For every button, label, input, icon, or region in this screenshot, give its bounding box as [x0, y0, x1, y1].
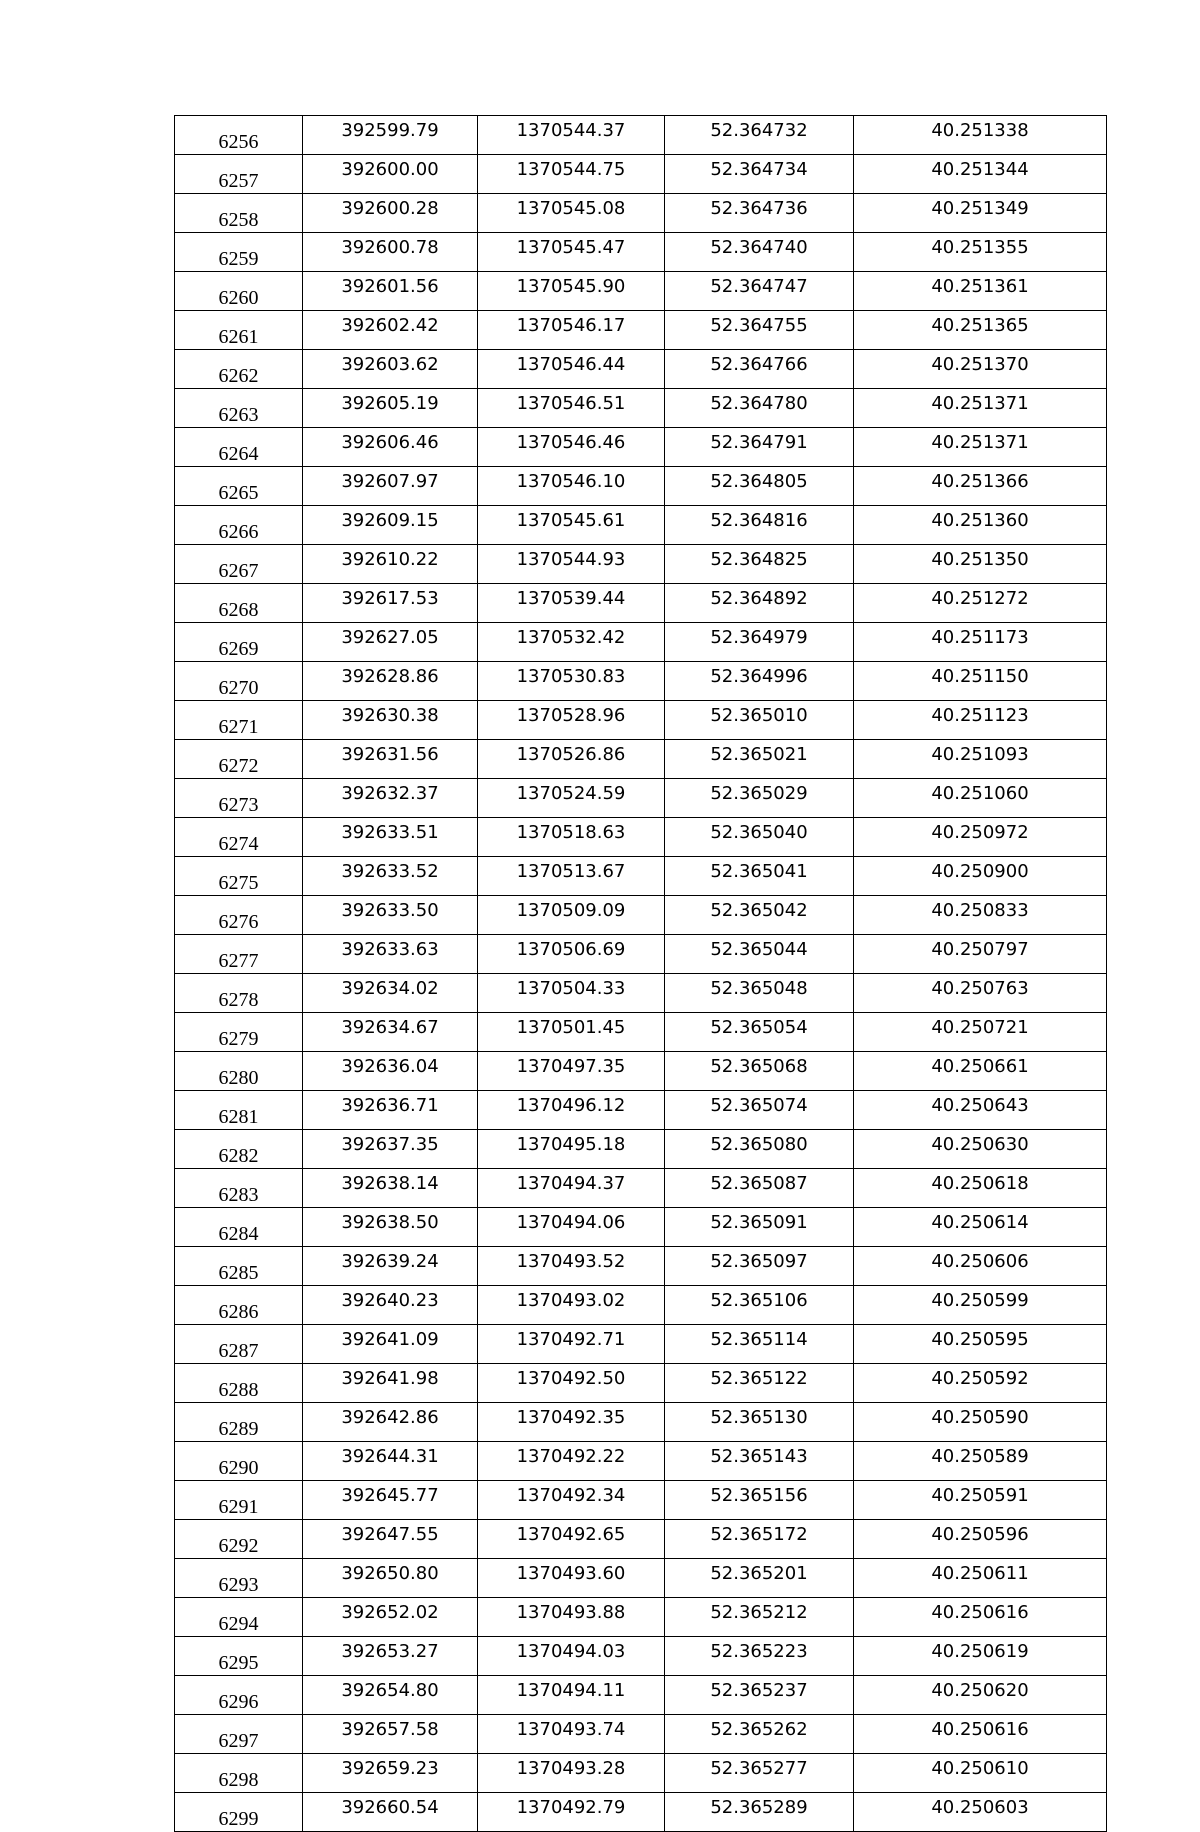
- longitude-cell: 40.250619: [854, 1637, 1107, 1676]
- x-coordinate-cell: 392607.97: [303, 467, 478, 506]
- y-coordinate-cell: 1370493.02: [478, 1286, 665, 1325]
- table-row: [175, 1520, 1107, 1559]
- x-coordinate-cell: 392632.37: [303, 779, 478, 818]
- point-number-cell: 6282: [175, 1130, 303, 1169]
- point-number-cell: 6281: [175, 1091, 303, 1130]
- y-coordinate-cell: 1370518.63: [478, 818, 665, 857]
- x-coordinate-cell: 392647.55: [303, 1520, 478, 1559]
- latitude-cell: 52.365091: [665, 1208, 854, 1247]
- y-coordinate-cell: 1370492.22: [478, 1442, 665, 1481]
- point-number-cell: 6295: [175, 1637, 303, 1676]
- point-number-cell: 6297: [175, 1715, 303, 1754]
- table-row: [175, 1715, 1107, 1754]
- y-coordinate-cell: 1370545.90: [478, 272, 665, 311]
- longitude-cell: 40.250589: [854, 1442, 1107, 1481]
- point-number-cell: 6288: [175, 1364, 303, 1403]
- table-row: [175, 935, 1107, 974]
- y-coordinate-cell: 1370545.47: [478, 233, 665, 272]
- longitude-cell: 40.250606: [854, 1247, 1107, 1286]
- latitude-cell: 52.365048: [665, 974, 854, 1013]
- table-row: [175, 545, 1107, 584]
- x-coordinate-cell: 392633.52: [303, 857, 478, 896]
- y-coordinate-cell: 1370493.28: [478, 1754, 665, 1793]
- table-row: [175, 506, 1107, 545]
- latitude-cell: 52.365106: [665, 1286, 854, 1325]
- table-row: [175, 818, 1107, 857]
- y-coordinate-cell: 1370496.12: [478, 1091, 665, 1130]
- x-coordinate-cell: 392654.80: [303, 1676, 478, 1715]
- table-row: [175, 857, 1107, 896]
- y-coordinate-cell: 1370504.33: [478, 974, 665, 1013]
- table-row: [175, 1481, 1107, 1520]
- longitude-cell: 40.250603: [854, 1793, 1107, 1832]
- table-row: [175, 1754, 1107, 1793]
- latitude-cell: 52.365212: [665, 1598, 854, 1637]
- point-number-cell: 6277: [175, 935, 303, 974]
- latitude-cell: 52.365054: [665, 1013, 854, 1052]
- x-coordinate-cell: 392628.86: [303, 662, 478, 701]
- longitude-cell: 40.250763: [854, 974, 1107, 1013]
- table-row: [175, 1403, 1107, 1442]
- latitude-cell: 52.364755: [665, 311, 854, 350]
- longitude-cell: 40.251360: [854, 506, 1107, 545]
- longitude-cell: 40.250797: [854, 935, 1107, 974]
- point-number-cell: 6269: [175, 623, 303, 662]
- x-coordinate-cell: 392631.56: [303, 740, 478, 779]
- latitude-cell: 52.365021: [665, 740, 854, 779]
- y-coordinate-cell: 1370509.09: [478, 896, 665, 935]
- point-number-cell: 6263: [175, 389, 303, 428]
- longitude-cell: 40.251150: [854, 662, 1107, 701]
- table-row: [175, 1013, 1107, 1052]
- latitude-cell: 52.365042: [665, 896, 854, 935]
- latitude-cell: 52.365041: [665, 857, 854, 896]
- x-coordinate-cell: 392609.15: [303, 506, 478, 545]
- point-number-cell: 6278: [175, 974, 303, 1013]
- longitude-cell: 40.251349: [854, 194, 1107, 233]
- y-coordinate-cell: 1370524.59: [478, 779, 665, 818]
- latitude-cell: 52.365087: [665, 1169, 854, 1208]
- table-row: [175, 233, 1107, 272]
- latitude-cell: 52.364740: [665, 233, 854, 272]
- coordinates-table: [174, 115, 1107, 1832]
- y-coordinate-cell: 1370532.42: [478, 623, 665, 662]
- latitude-cell: 52.365122: [665, 1364, 854, 1403]
- y-coordinate-cell: 1370493.60: [478, 1559, 665, 1598]
- x-coordinate-cell: 392653.27: [303, 1637, 478, 1676]
- table-row: [175, 467, 1107, 506]
- x-coordinate-cell: 392638.50: [303, 1208, 478, 1247]
- latitude-cell: 52.365044: [665, 935, 854, 974]
- longitude-cell: 40.251173: [854, 623, 1107, 662]
- point-number-cell: 6276: [175, 896, 303, 935]
- y-coordinate-cell: 1370493.74: [478, 1715, 665, 1754]
- x-coordinate-cell: 392603.62: [303, 350, 478, 389]
- latitude-cell: 52.365156: [665, 1481, 854, 1520]
- x-coordinate-cell: 392605.19: [303, 389, 478, 428]
- table-row: [175, 116, 1107, 155]
- latitude-cell: 52.364766: [665, 350, 854, 389]
- table-body: [175, 116, 1107, 1832]
- point-number-cell: 6291: [175, 1481, 303, 1520]
- table-row: [175, 1052, 1107, 1091]
- table-row: [175, 1637, 1107, 1676]
- y-coordinate-cell: 1370493.88: [478, 1598, 665, 1637]
- table-row: [175, 1793, 1107, 1832]
- y-coordinate-cell: 1370544.93: [478, 545, 665, 584]
- longitude-cell: 40.251272: [854, 584, 1107, 623]
- y-coordinate-cell: 1370506.69: [478, 935, 665, 974]
- point-number-cell: 6257: [175, 155, 303, 194]
- latitude-cell: 52.365080: [665, 1130, 854, 1169]
- table-row: [175, 1247, 1107, 1286]
- table-row: [175, 584, 1107, 623]
- latitude-cell: 52.365143: [665, 1442, 854, 1481]
- y-coordinate-cell: 1370546.10: [478, 467, 665, 506]
- point-number-cell: 6266: [175, 506, 303, 545]
- x-coordinate-cell: 392606.46: [303, 428, 478, 467]
- latitude-cell: 52.364736: [665, 194, 854, 233]
- point-number-cell: 6268: [175, 584, 303, 623]
- x-coordinate-cell: 392600.00: [303, 155, 478, 194]
- table-row: [175, 1559, 1107, 1598]
- latitude-cell: 52.365040: [665, 818, 854, 857]
- table-row: [175, 1091, 1107, 1130]
- table-row: [175, 155, 1107, 194]
- longitude-cell: 40.251350: [854, 545, 1107, 584]
- x-coordinate-cell: 392638.14: [303, 1169, 478, 1208]
- x-coordinate-cell: 392641.09: [303, 1325, 478, 1364]
- y-coordinate-cell: 1370501.45: [478, 1013, 665, 1052]
- longitude-cell: 40.251338: [854, 116, 1107, 155]
- x-coordinate-cell: 392627.05: [303, 623, 478, 662]
- point-number-cell: 6272: [175, 740, 303, 779]
- longitude-cell: 40.251366: [854, 467, 1107, 506]
- point-number-cell: 6296: [175, 1676, 303, 1715]
- x-coordinate-cell: 392636.71: [303, 1091, 478, 1130]
- table-row: [175, 1364, 1107, 1403]
- x-coordinate-cell: 392600.28: [303, 194, 478, 233]
- x-coordinate-cell: 392660.54: [303, 1793, 478, 1832]
- latitude-cell: 52.365029: [665, 779, 854, 818]
- x-coordinate-cell: 392639.24: [303, 1247, 478, 1286]
- x-coordinate-cell: 392652.02: [303, 1598, 478, 1637]
- y-coordinate-cell: 1370546.46: [478, 428, 665, 467]
- longitude-cell: 40.250614: [854, 1208, 1107, 1247]
- longitude-cell: 40.250595: [854, 1325, 1107, 1364]
- x-coordinate-cell: 392637.35: [303, 1130, 478, 1169]
- longitude-cell: 40.251123: [854, 701, 1107, 740]
- table-row: [175, 1208, 1107, 1247]
- point-number-cell: 6292: [175, 1520, 303, 1559]
- longitude-cell: 40.251355: [854, 233, 1107, 272]
- x-coordinate-cell: 392610.22: [303, 545, 478, 584]
- y-coordinate-cell: 1370492.50: [478, 1364, 665, 1403]
- latitude-cell: 52.364825: [665, 545, 854, 584]
- latitude-cell: 52.364979: [665, 623, 854, 662]
- y-coordinate-cell: 1370526.86: [478, 740, 665, 779]
- y-coordinate-cell: 1370494.37: [478, 1169, 665, 1208]
- table-row: [175, 194, 1107, 233]
- table-row: [175, 272, 1107, 311]
- point-number-cell: 6289: [175, 1403, 303, 1442]
- point-number-cell: 6286: [175, 1286, 303, 1325]
- point-number-cell: 6290: [175, 1442, 303, 1481]
- longitude-cell: 40.250599: [854, 1286, 1107, 1325]
- table-row: [175, 311, 1107, 350]
- latitude-cell: 52.364734: [665, 155, 854, 194]
- y-coordinate-cell: 1370492.71: [478, 1325, 665, 1364]
- y-coordinate-cell: 1370539.44: [478, 584, 665, 623]
- point-number-cell: 6279: [175, 1013, 303, 1052]
- point-number-cell: 6287: [175, 1325, 303, 1364]
- point-number-cell: 6264: [175, 428, 303, 467]
- y-coordinate-cell: 1370545.61: [478, 506, 665, 545]
- x-coordinate-cell: 392636.04: [303, 1052, 478, 1091]
- longitude-cell: 40.250616: [854, 1715, 1107, 1754]
- point-number-cell: 6275: [175, 857, 303, 896]
- longitude-cell: 40.250590: [854, 1403, 1107, 1442]
- y-coordinate-cell: 1370492.65: [478, 1520, 665, 1559]
- latitude-cell: 52.364732: [665, 116, 854, 155]
- point-number-cell: 6298: [175, 1754, 303, 1793]
- longitude-cell: 40.251371: [854, 428, 1107, 467]
- latitude-cell: 52.364780: [665, 389, 854, 428]
- y-coordinate-cell: 1370546.17: [478, 311, 665, 350]
- point-number-cell: 6271: [175, 701, 303, 740]
- x-coordinate-cell: 392617.53: [303, 584, 478, 623]
- y-coordinate-cell: 1370544.37: [478, 116, 665, 155]
- longitude-cell: 40.250610: [854, 1754, 1107, 1793]
- x-coordinate-cell: 392645.77: [303, 1481, 478, 1520]
- longitude-cell: 40.250833: [854, 896, 1107, 935]
- y-coordinate-cell: 1370528.96: [478, 701, 665, 740]
- latitude-cell: 52.364996: [665, 662, 854, 701]
- point-number-cell: 6283: [175, 1169, 303, 1208]
- longitude-cell: 40.251365: [854, 311, 1107, 350]
- longitude-cell: 40.251361: [854, 272, 1107, 311]
- latitude-cell: 52.365277: [665, 1754, 854, 1793]
- longitude-cell: 40.251060: [854, 779, 1107, 818]
- latitude-cell: 52.364816: [665, 506, 854, 545]
- x-coordinate-cell: 392600.78: [303, 233, 478, 272]
- table-row: [175, 389, 1107, 428]
- point-number-cell: 6258: [175, 194, 303, 233]
- x-coordinate-cell: 392602.42: [303, 311, 478, 350]
- y-coordinate-cell: 1370546.51: [478, 389, 665, 428]
- latitude-cell: 52.365201: [665, 1559, 854, 1598]
- latitude-cell: 52.365223: [665, 1637, 854, 1676]
- point-number-cell: 6261: [175, 311, 303, 350]
- x-coordinate-cell: 392644.31: [303, 1442, 478, 1481]
- x-coordinate-cell: 392599.79: [303, 116, 478, 155]
- point-number-cell: 6260: [175, 272, 303, 311]
- y-coordinate-cell: 1370492.35: [478, 1403, 665, 1442]
- x-coordinate-cell: 392642.86: [303, 1403, 478, 1442]
- longitude-cell: 40.250721: [854, 1013, 1107, 1052]
- latitude-cell: 52.365114: [665, 1325, 854, 1364]
- longitude-cell: 40.251371: [854, 389, 1107, 428]
- latitude-cell: 52.365262: [665, 1715, 854, 1754]
- y-coordinate-cell: 1370493.52: [478, 1247, 665, 1286]
- table-row: [175, 701, 1107, 740]
- y-coordinate-cell: 1370513.67: [478, 857, 665, 896]
- longitude-cell: 40.250596: [854, 1520, 1107, 1559]
- point-number-cell: 6299: [175, 1793, 303, 1832]
- point-number-cell: 6256: [175, 116, 303, 155]
- y-coordinate-cell: 1370492.34: [478, 1481, 665, 1520]
- y-coordinate-cell: 1370497.35: [478, 1052, 665, 1091]
- longitude-cell: 40.250592: [854, 1364, 1107, 1403]
- y-coordinate-cell: 1370494.03: [478, 1637, 665, 1676]
- y-coordinate-cell: 1370494.06: [478, 1208, 665, 1247]
- table-row: [175, 1442, 1107, 1481]
- table-row: [175, 662, 1107, 701]
- longitude-cell: 40.251344: [854, 155, 1107, 194]
- y-coordinate-cell: 1370494.11: [478, 1676, 665, 1715]
- table-row: [175, 1286, 1107, 1325]
- longitude-cell: 40.250630: [854, 1130, 1107, 1169]
- table-row: [175, 350, 1107, 389]
- y-coordinate-cell: 1370545.08: [478, 194, 665, 233]
- longitude-cell: 40.251093: [854, 740, 1107, 779]
- table-row: [175, 740, 1107, 779]
- x-coordinate-cell: 392657.58: [303, 1715, 478, 1754]
- latitude-cell: 52.365130: [665, 1403, 854, 1442]
- x-coordinate-cell: 392659.23: [303, 1754, 478, 1793]
- longitude-cell: 40.250616: [854, 1598, 1107, 1637]
- point-number-cell: 6270: [175, 662, 303, 701]
- table-row: [175, 1598, 1107, 1637]
- point-number-cell: 6265: [175, 467, 303, 506]
- longitude-cell: 40.250900: [854, 857, 1107, 896]
- x-coordinate-cell: 392633.50: [303, 896, 478, 935]
- y-coordinate-cell: 1370530.83: [478, 662, 665, 701]
- y-coordinate-cell: 1370495.18: [478, 1130, 665, 1169]
- longitude-cell: 40.250661: [854, 1052, 1107, 1091]
- point-number-cell: 6294: [175, 1598, 303, 1637]
- x-coordinate-cell: 392634.67: [303, 1013, 478, 1052]
- table-row: [175, 1169, 1107, 1208]
- longitude-cell: 40.250972: [854, 818, 1107, 857]
- table-row: [175, 896, 1107, 935]
- table-row: [175, 623, 1107, 662]
- longitude-cell: 40.250591: [854, 1481, 1107, 1520]
- x-coordinate-cell: 392633.51: [303, 818, 478, 857]
- x-coordinate-cell: 392630.38: [303, 701, 478, 740]
- table-row: [175, 1676, 1107, 1715]
- y-coordinate-cell: 1370544.75: [478, 155, 665, 194]
- point-number-cell: 6280: [175, 1052, 303, 1091]
- point-number-cell: 6274: [175, 818, 303, 857]
- point-number-cell: 6267: [175, 545, 303, 584]
- longitude-cell: 40.250611: [854, 1559, 1107, 1598]
- point-number-cell: 6262: [175, 350, 303, 389]
- point-number-cell: 6273: [175, 779, 303, 818]
- x-coordinate-cell: 392634.02: [303, 974, 478, 1013]
- x-coordinate-cell: 392641.98: [303, 1364, 478, 1403]
- latitude-cell: 52.365068: [665, 1052, 854, 1091]
- table-row: [175, 428, 1107, 467]
- latitude-cell: 52.365010: [665, 701, 854, 740]
- x-coordinate-cell: 392601.56: [303, 272, 478, 311]
- table-row: [175, 974, 1107, 1013]
- point-number-cell: 6259: [175, 233, 303, 272]
- table-row: [175, 1325, 1107, 1364]
- latitude-cell: 52.365289: [665, 1793, 854, 1832]
- table-row: [175, 779, 1107, 818]
- point-number-cell: 6285: [175, 1247, 303, 1286]
- latitude-cell: 52.364892: [665, 584, 854, 623]
- x-coordinate-cell: 392640.23: [303, 1286, 478, 1325]
- latitude-cell: 52.364747: [665, 272, 854, 311]
- x-coordinate-cell: 392650.80: [303, 1559, 478, 1598]
- point-number-cell: 6293: [175, 1559, 303, 1598]
- latitude-cell: 52.365172: [665, 1520, 854, 1559]
- latitude-cell: 52.365237: [665, 1676, 854, 1715]
- x-coordinate-cell: 392633.63: [303, 935, 478, 974]
- longitude-cell: 40.251370: [854, 350, 1107, 389]
- latitude-cell: 52.365074: [665, 1091, 854, 1130]
- y-coordinate-cell: 1370546.44: [478, 350, 665, 389]
- latitude-cell: 52.364805: [665, 467, 854, 506]
- y-coordinate-cell: 1370492.79: [478, 1793, 665, 1832]
- latitude-cell: 52.365097: [665, 1247, 854, 1286]
- longitude-cell: 40.250643: [854, 1091, 1107, 1130]
- longitude-cell: 40.250618: [854, 1169, 1107, 1208]
- point-number-cell: 6284: [175, 1208, 303, 1247]
- latitude-cell: 52.364791: [665, 428, 854, 467]
- table-row: [175, 1130, 1107, 1169]
- longitude-cell: 40.250620: [854, 1676, 1107, 1715]
